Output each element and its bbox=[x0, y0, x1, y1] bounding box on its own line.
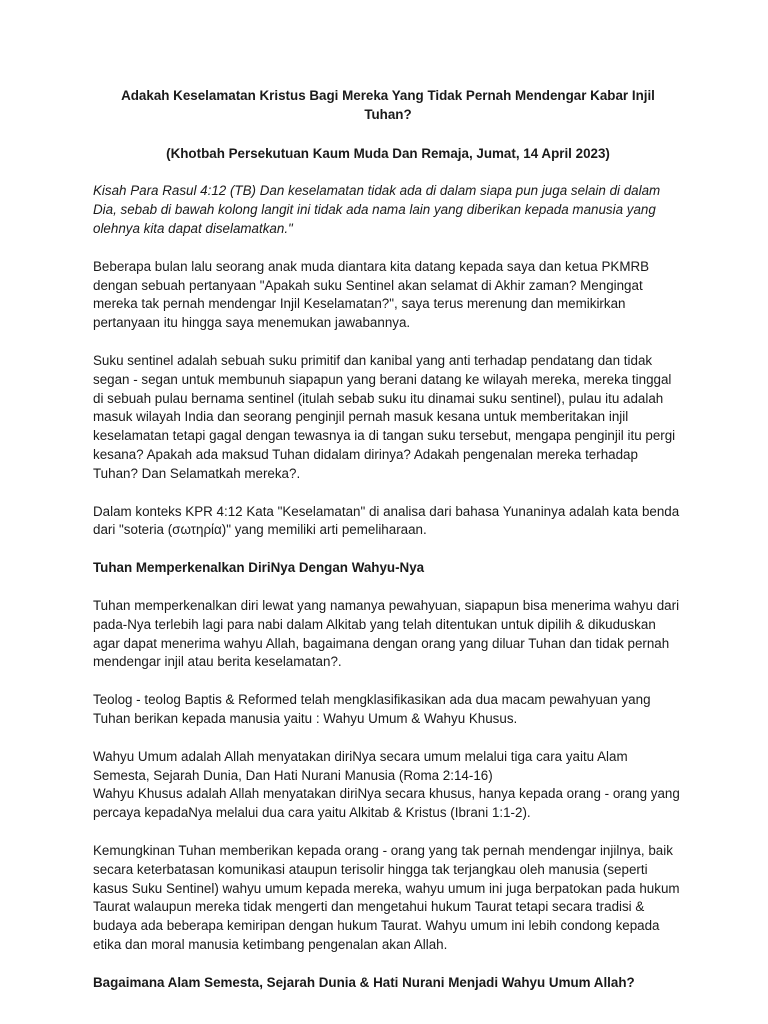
paragraph-intro: Beberapa bulan lalu seorang anak muda diantara kita datang kepada saya dan ketua PKMRB dengan sebuah pertanyaan "Apakah suku Sentinel akan selamat di Akhir zaman? Mengingat mereka tak pernah mendengar Injil Keselamatan?", saya terus merenung dan memikirkan pertanyaan itu hingga saya menemukan jawabannya. bbox=[93, 258, 650, 331]
paragraph-wahyu-umum: Wahyu Umum adalah Allah menyatakan diriNya secara umum melalui tiga cara yaitu Alam Semesta, Sejarah Dunia, Dan Hati Nurani Manusia (Roma 2:14-16) bbox=[93, 748, 628, 783]
document-subtitle: (Khotbah Persekutuan Kaum Muda Dan Remaja, Jumat, 14 April 2023) bbox=[166, 145, 610, 161]
paragraph-sentinel: Suku sentinel adalah sebuah suku primitif dan kanibal yang anti terhadap pendatang dan tidak segan - segan untuk membunuh siapapun yang berani datang ke wilayah mereka, mereka tinggal di sebuah pulau bernama sentinel (itulah sebab suku itu dinamai suku sentinel), pulau itu adalah masuk wilayah India dan seorang penginjil pernah masuk kesana untuk memberitakan injil keselamatan tetapi gagal dengan tewasnya ia di tangan suku tersebut, mengapa penginjil itu pergi kesana? Apakah ada maksud Tuhan didalam dirinya? Adakah pengenalan mereka terhadap Tuhan? Dan Selamatkah mereka?. bbox=[93, 352, 676, 481]
paragraph-klasifikasi: Teolog - teolog Baptis & Reformed telah mengklasifikasikan ada dua macam pewahyuan yang Tuhan berikan kepada manusia yaitu : Wahyu Umum & Wahyu Khusus. bbox=[93, 692, 651, 726]
paragraph-wahyu-khusus: Wahyu Khusus adalah Allah menyatakan diriNya secara khusus, hanya kepada orang - orang yang percaya kepadaNya melalui dua cara yaitu Alkitab & Kristus (Ibrani 1:1-2). bbox=[93, 786, 680, 821]
document-page bbox=[93, 87, 683, 992]
bible-verse: Kisah Para Rasul 4:12 (TB) Dan keselamatan tidak ada di dalam siapa pun juga selain di dalam Dia, sebab di bawah kolong langit ini tidak ada nama lain yang diberikan kepada manusia yang olehnya kita dapat diselamatkan." bbox=[93, 183, 661, 236]
paragraph-soteria: Dalam konteks KPR 4:12 Kata "Keselamatan" di analisa dari bahasa Yunaninya adalah kata benda dari "soteria (σωτηρία)" yang memiliki arti pemeliharaan. bbox=[93, 503, 680, 538]
document-title: Adakah Keselamatan Kristus Bagi Mereka Yang Tidak Pernah Mendengar Kabar Injil Tuhan? bbox=[121, 88, 655, 122]
paragraph-kemungkinan: Kemungkinan Tuhan memberikan kepada orang - orang yang tak pernah mendengar injilnya, baik secara keterbatasan komunikasi ataupun terisolir hingga tak terjangkau oleh manusia (seperti kasus Suku Sentinel) wahyu umum kepada mereka, wahyu umum ini juga berpatokan pada hukum Taurat walaupun mereka tidak mengerti dan mengetahui hukum Taurat tetapi secara tradisi & budaya ada beberapa kemiripan dengan hukum Taurat. Wahyu umum ini lebih condong kepada etika dan moral manusia ketimbang pengenalan akan Allah. bbox=[93, 842, 680, 952]
section-heading-alam-semesta: Bagaimana Alam Semesta, Sejarah Dunia & Hati Nurani Menjadi Wahyu Umum Allah? bbox=[93, 974, 635, 990]
paragraph-pewahyuan: Tuhan memperkenalkan diri lewat yang namanya pewahyuan, siapapun bisa menerima wahyu dari pada-Nya terlebih lagi para nabi dalam Alkitab yang telah ditentukan untuk dipilih & dikuduskan agar dapat menerima wahyu Allah, bagaimana dengan orang yang diluar Tuhan dan tidak pernah mendengar injil atau berita keselamatan?. bbox=[93, 597, 680, 670]
section-heading-wahyu: Tuhan Memperkenalkan DiriNya Dengan Wahyu-Nya bbox=[93, 560, 425, 576]
